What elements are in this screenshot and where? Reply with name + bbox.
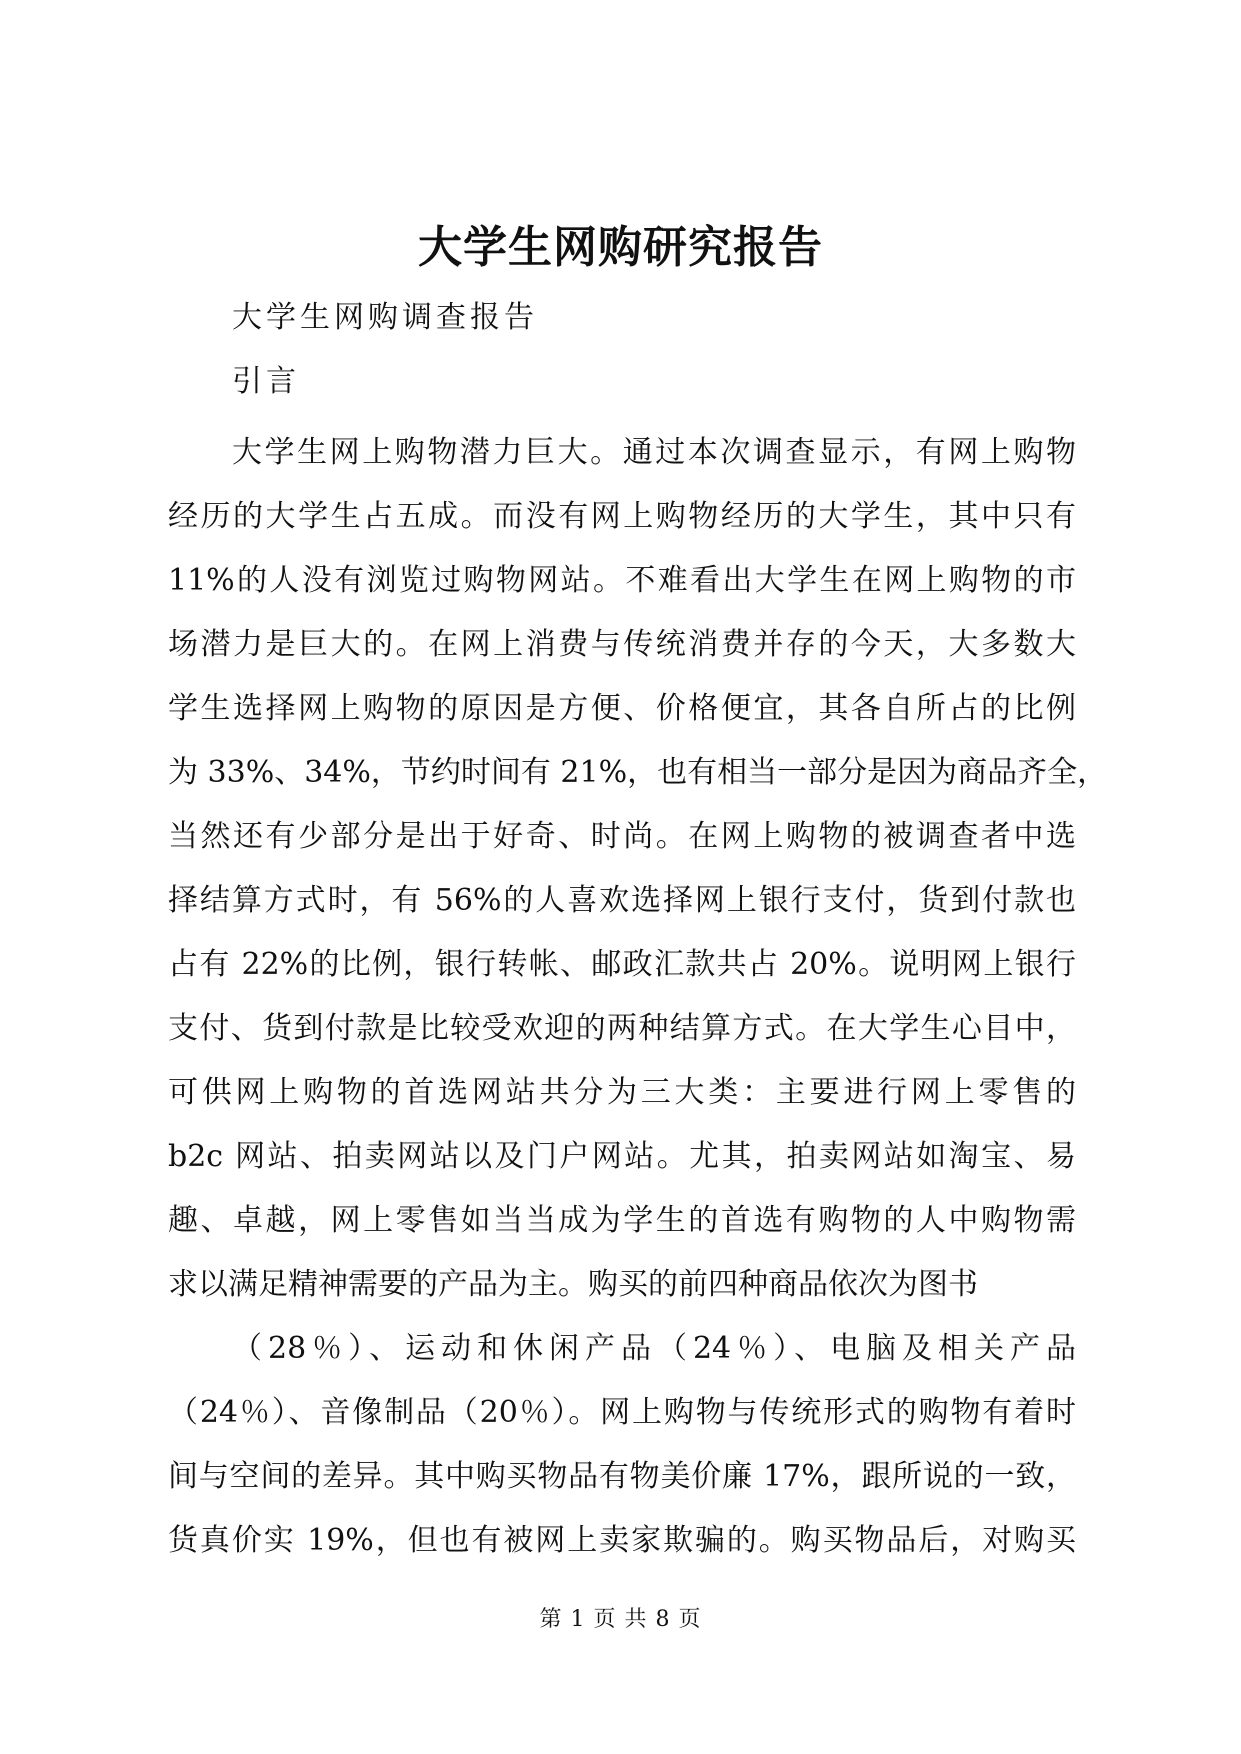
body-line: 求以满足精神需要的产品为主。购买的前四种商品依次为图书 <box>168 1267 978 1302</box>
body-line: 占有 22%的比例，银行转帐、邮政汇款共占 20%。说明网上银行 <box>168 947 1076 982</box>
body-line: 当然还有少部分是出于好奇、时尚。在网上购物的被调查者中选 <box>168 819 1076 854</box>
body-line: 11%的人没有浏览过购物网站。不难看出大学生在网上购物的市 <box>168 563 1076 598</box>
body-line: 学生选择网上购物的原因是方便、价格便宜，其各自所占的比例 <box>168 691 1076 726</box>
body-line: 为 33%、34%，节约时间有 21%，也有相当一部分是因为商品齐全， <box>168 755 1108 790</box>
section-heading: 引言 <box>232 364 300 399</box>
body-line: 可供网上购物的首选网站共分为三大类：主要进行网上零售的 <box>168 1075 1076 1110</box>
body-line: 择结算方式时，有 56%的人喜欢选择网上银行支付，货到付款也 <box>168 883 1076 918</box>
document-subtitle: 大学生网购调查报告 <box>232 300 538 335</box>
document-title: 大学生网购研究报告 <box>418 222 823 273</box>
body-line: b2c 网站、拍卖网站以及门户网站。尤其，拍卖网站如淘宝、易 <box>168 1139 1076 1174</box>
body-line: 货真价实 19%，但也有被网上卖家欺骗的。购买物品后，对购买 <box>168 1523 1076 1558</box>
body-line: 场潜力是巨大的。在网上消费与传统消费并存的今天，大多数大 <box>168 627 1076 662</box>
body-line: 大学生网上购物潜力巨大。通过本次调查显示，有网上购物 <box>232 435 1076 470</box>
body-line: （24％）、音像制品（20％）。网上购物与传统形式的购物有着时 <box>168 1395 1076 1430</box>
body-line: 间与空间的差异。其中购买物品有物美价廉 17%，跟所说的一致， <box>168 1459 1076 1494</box>
body-paragraph <box>168 421 1108 1573</box>
body-line: 支付、货到付款是比较受欢迎的两种结算方式。在大学生心目中， <box>168 1011 1076 1046</box>
body-line: 趣、卓越，网上零售如当当成为学生的首选有购物的人中购物需 <box>168 1203 1076 1238</box>
body-line: 经历的大学生占五成。而没有网上购物经历的大学生，其中只有 <box>168 499 1076 534</box>
body-line: （28％）、运动和休闲产品（24％）、电脑及相关产品 <box>232 1331 1076 1366</box>
page-number-footer: 第 1 页 共 8 页 <box>539 1607 702 1632</box>
